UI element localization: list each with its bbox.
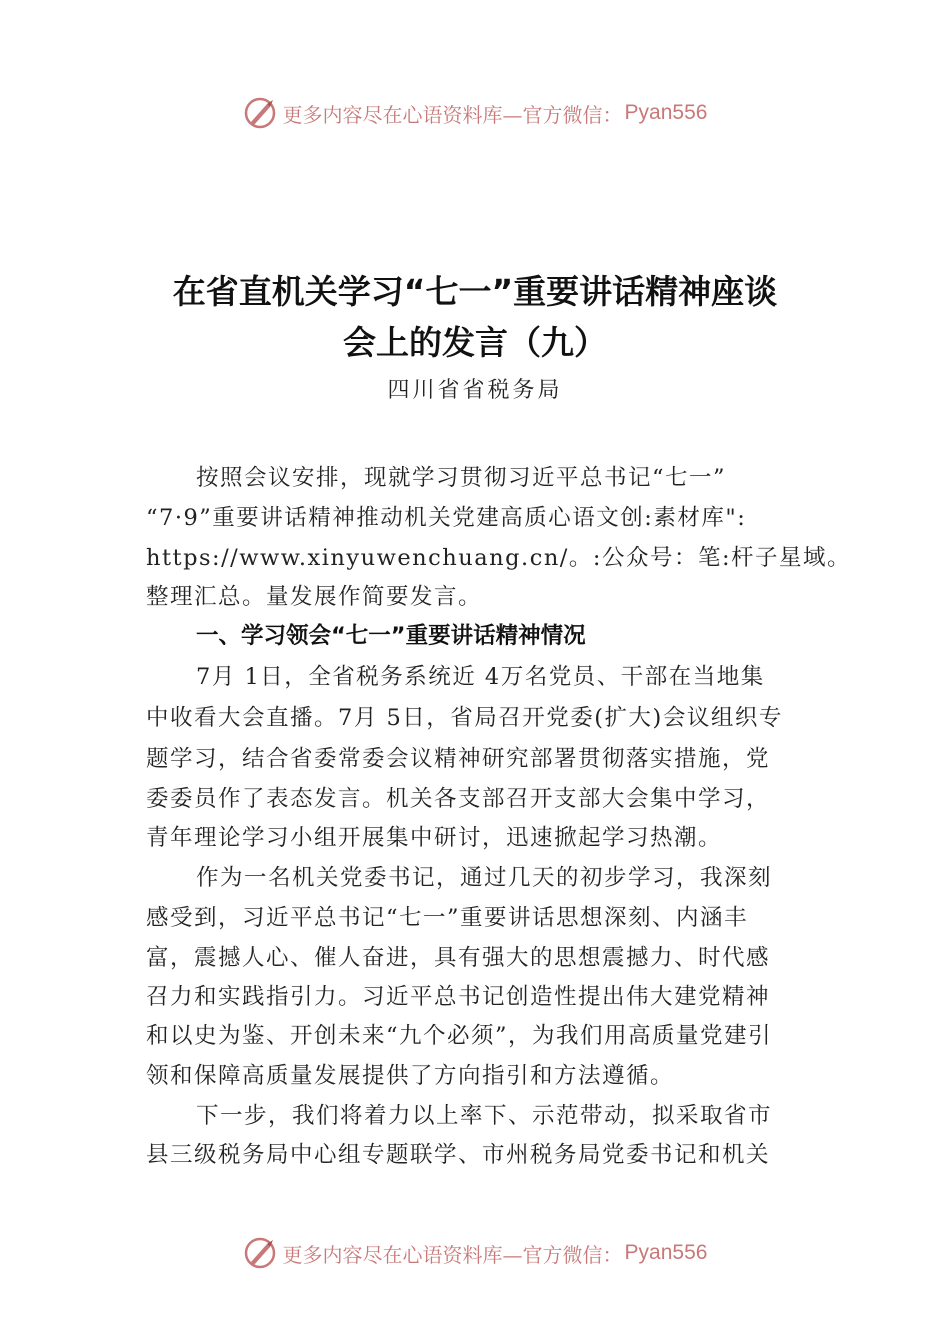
header-banner: [0, 93, 950, 133]
body-line: 县三级税务局中心组专题联学、市州税务局党委书记和机关: [146, 1142, 771, 1168]
body-line: 青年理论学习小组开展集中研讨，迅速掀起学习热潮。: [146, 825, 723, 851]
document-title-line-2: 会上的发言（九）: [343, 323, 607, 362]
body-line: 富，震撼人心、催人奋进，具有强大的思想震撼力、时代感: [146, 945, 771, 971]
footer-banner: [0, 1233, 950, 1273]
body-line: 召力和实践指引力。习近平总书记创造性提出伟大建党精神: [146, 984, 771, 1010]
body-line: 委委员作了表态发言。机关各支部召开支部大会集中学习，: [146, 786, 771, 812]
section-heading: 一、学习领会“七一”重要讲话精神情况: [196, 623, 586, 649]
quill-logo-icon: [243, 96, 277, 130]
body-line: 和以史为鉴、开创未来“九个必须”，为我们用高质量党建引: [146, 1023, 773, 1049]
banner-wechat-id: Pyan556: [624, 1241, 708, 1264]
banner-text: 更多内容尽在心语资料库—官方微信：: [282, 102, 623, 127]
body-line: “7·9”重要讲话精神推动机关党建高质心语文创:素材库":: [146, 505, 747, 531]
body-line: https://www.xinyuwenchuang.cn/。:公众号：笔:杆子星域。: [146, 545, 852, 571]
banner-wechat-id: Pyan556: [624, 101, 708, 124]
body-line: 7月 1日，全省税务系统近 4万名党员、干部在当地集: [196, 664, 765, 690]
body-line: 整理汇总。量发展作简要发言。: [146, 584, 483, 610]
document-author: 四川省省税务局: [387, 378, 563, 403]
quill-logo-icon: [243, 1236, 277, 1270]
body-line: 领和保障高质量发展提供了方向指引和方法遵循。: [146, 1063, 675, 1089]
body-line: 题学习，结合省委常委会议精神研究部署贯彻落实措施，党: [146, 746, 771, 772]
body-line: 下一步，我们将着力以上率下、示范带动，拟采取省市: [196, 1103, 773, 1129]
body-line: 感受到，习近平总书记“七一”重要讲话思想深刻、内涵丰: [146, 905, 749, 931]
body-line: 按照会议安排，现就学习贯彻习近平总书记“七一”: [196, 465, 727, 491]
document-title-line-1: 在省直机关学习“七一”重要讲话精神座谈: [172, 272, 778, 311]
banner-text: 更多内容尽在心语资料库—官方微信：: [282, 1242, 623, 1267]
body-line: 中收看大会直播。7月 5日，省局召开党委(扩大)会议组织专: [146, 705, 783, 731]
body-line: 作为一名机关党委书记，通过几天的初步学习，我深刻: [196, 865, 773, 891]
